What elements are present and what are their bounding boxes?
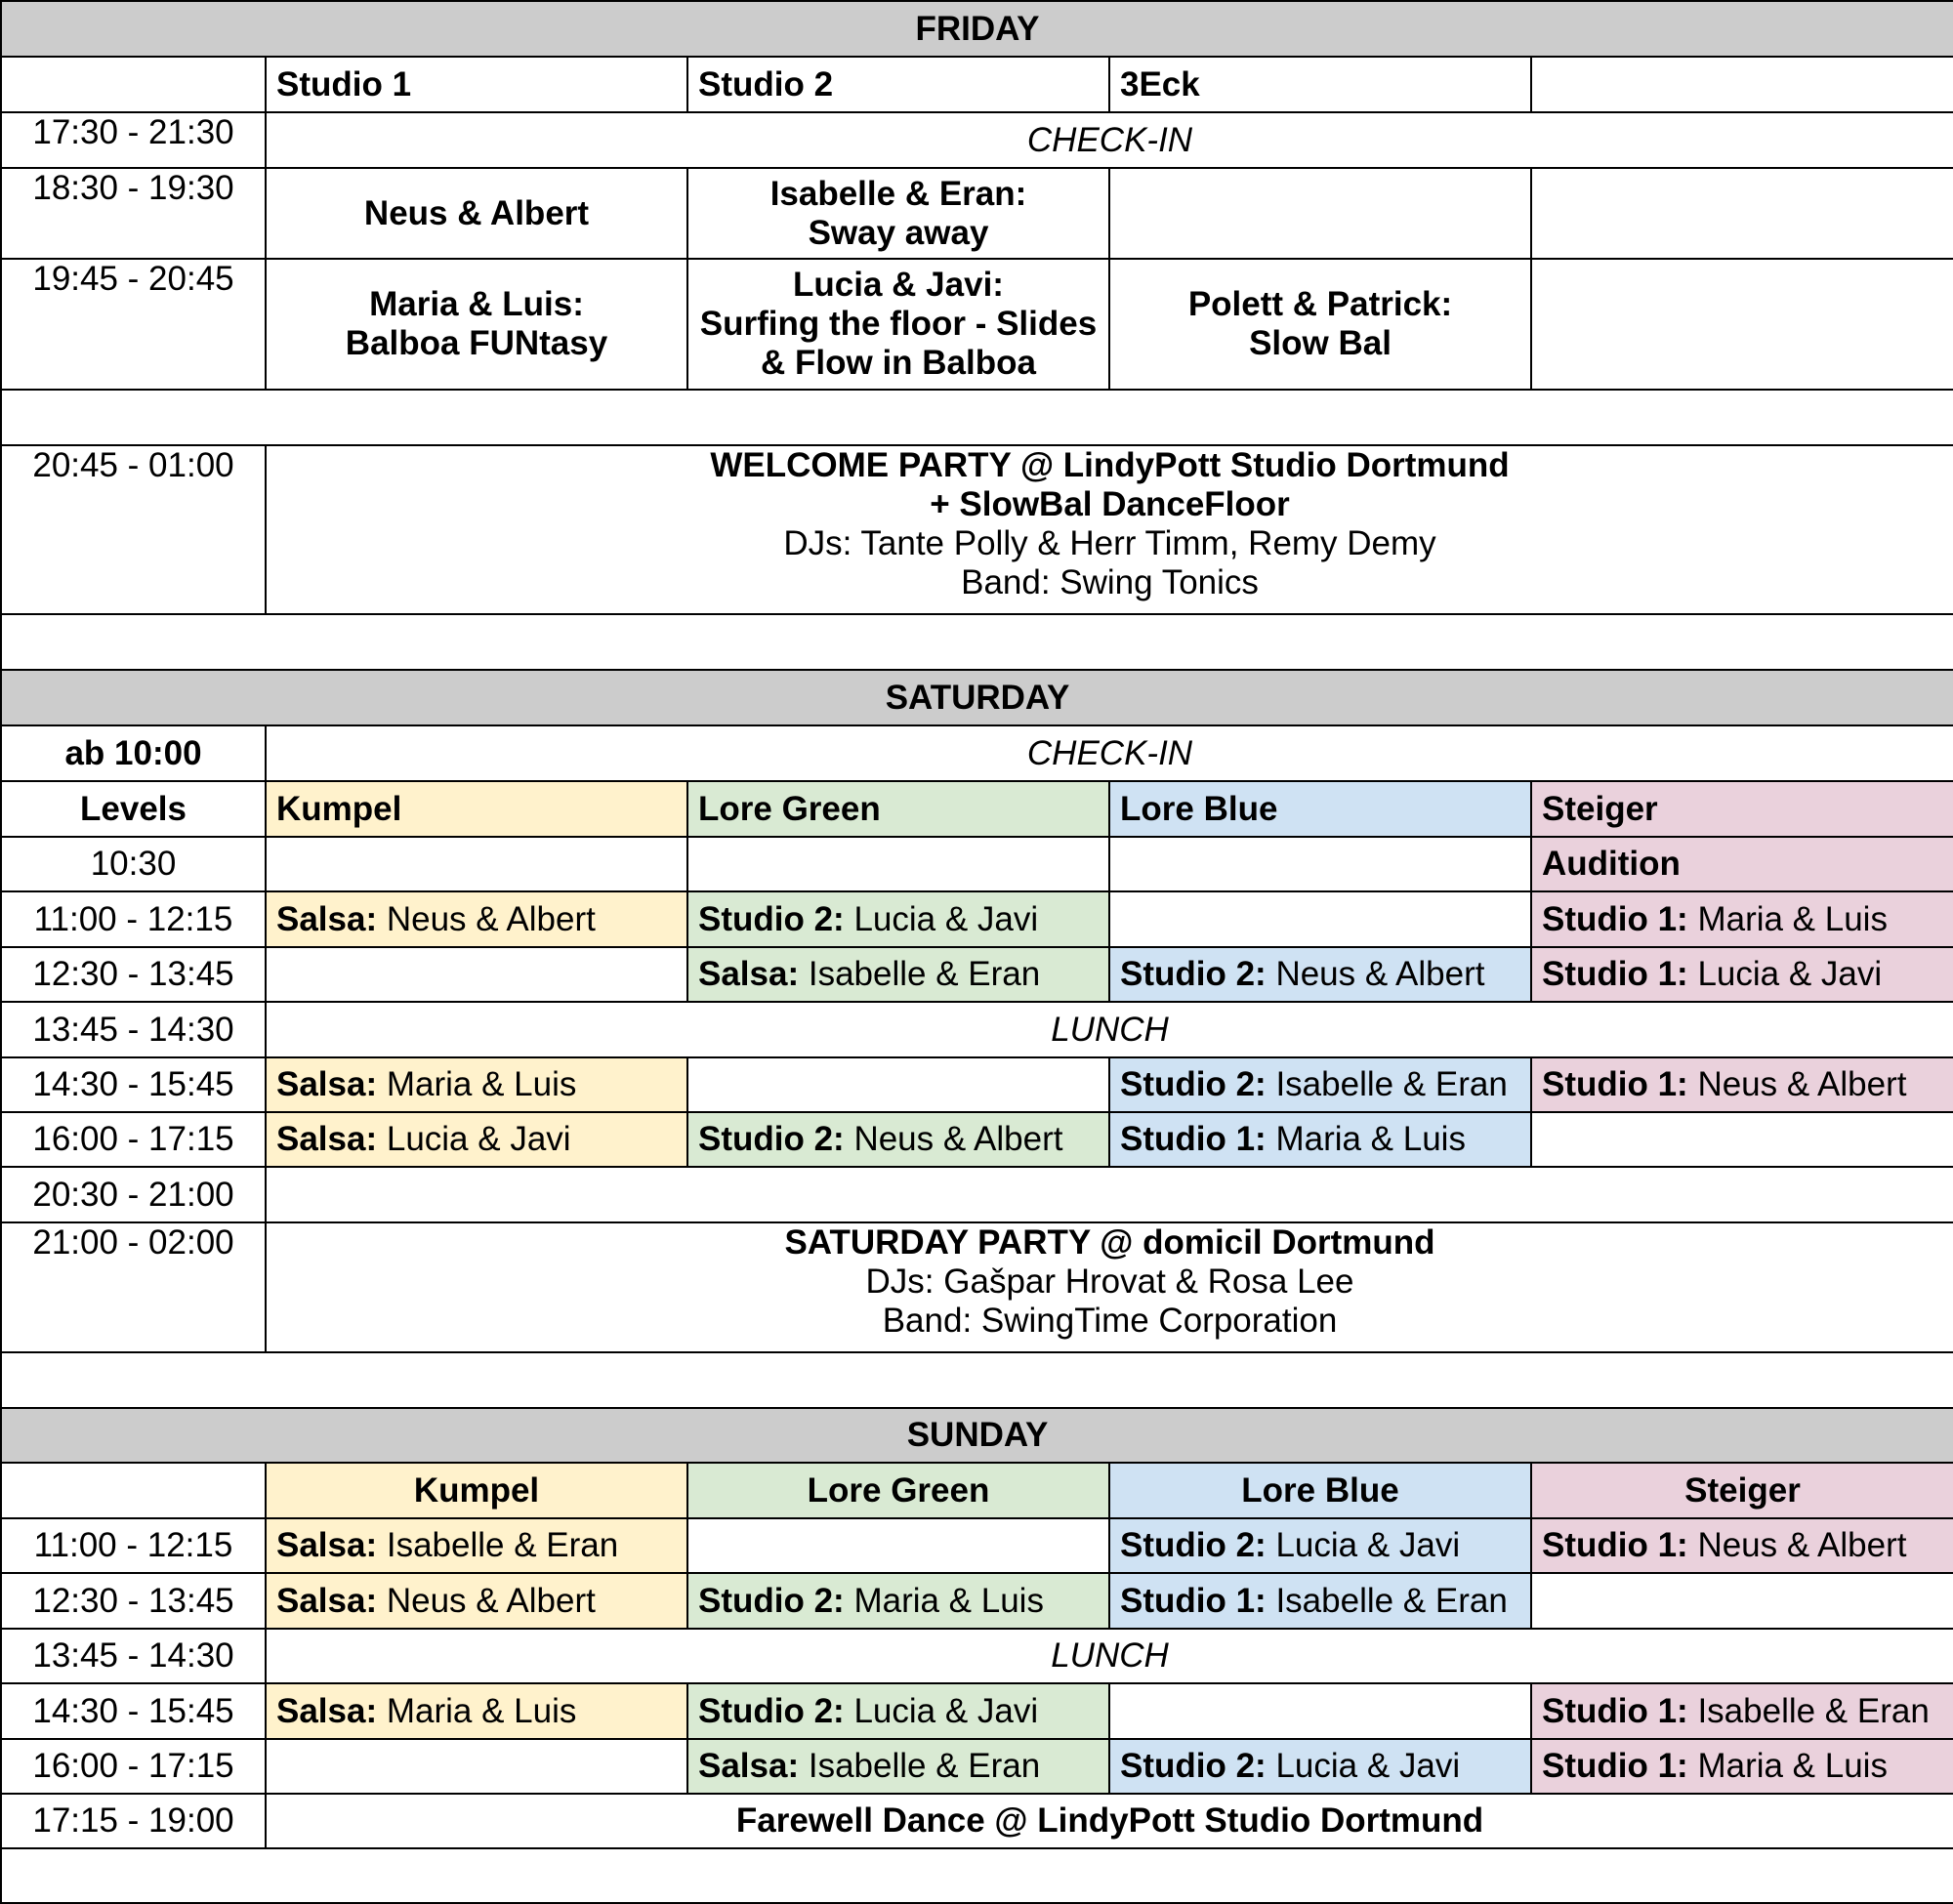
party-band: Band: SwingTime Corporation	[882, 1302, 1338, 1340]
class-room: Studio 1:	[1542, 1691, 1688, 1730]
saturday-header-row	[1, 670, 1953, 725]
saturday-checkin-row	[1, 725, 1953, 781]
class-cell	[1531, 1739, 1953, 1794]
class-room: Studio 2:	[698, 899, 845, 938]
class-teachers: Maria & Luis	[377, 1065, 577, 1103]
class-room: Studio 1:	[1542, 899, 1688, 938]
workshop-title: Surfing the floor - Slides	[699, 305, 1098, 343]
sunday-levels-row	[1, 1463, 1953, 1518]
level-header-lore-blue: Lore Blue	[1109, 781, 1531, 837]
class-room: Salsa:	[698, 1747, 800, 1785]
class-teachers: Neus & Albert	[377, 1581, 596, 1620]
empty-cell	[687, 1057, 1109, 1112]
class-room: Studio 1:	[1120, 1581, 1267, 1620]
spacer-row	[1, 1848, 1953, 1903]
class-room: Studio 1:	[1542, 955, 1688, 993]
party-title: SATURDAY PARTY @ domicil Dortmund	[784, 1223, 1435, 1262]
time-cell: 21:00 - 02:00	[1, 1222, 266, 1352]
level-header-lore-blue: Lore Blue	[1109, 1463, 1531, 1518]
class-teachers: Lucia & Javi	[844, 899, 1039, 938]
empty-cell	[687, 1518, 1109, 1573]
time-cell: 20:30 - 21:00	[1, 1167, 266, 1222]
class-teachers: Lucia & Javi	[844, 1691, 1039, 1730]
sunday-header-row	[1, 1408, 1953, 1463]
time-cell: 13:45 - 14:30	[1, 1002, 266, 1057]
lunch-row	[1, 1002, 1953, 1057]
day-title-saturday: SATURDAY	[1, 670, 1953, 725]
class-cell	[687, 1739, 1109, 1794]
spacer-row	[1, 1352, 1953, 1408]
class-teachers: Isabelle & Eran	[1266, 1065, 1508, 1103]
lunch-label: LUNCH	[266, 1629, 1953, 1683]
class-teachers: Isabelle & Eran	[1266, 1581, 1508, 1620]
class-teachers: Neus & Albert	[377, 899, 596, 938]
class-teachers: Isabelle & Eran	[1687, 1691, 1930, 1730]
class-cell	[1531, 1057, 1953, 1112]
class-cell	[266, 1573, 687, 1629]
level-header-kumpel: Kumpel	[266, 1463, 687, 1518]
class-cell	[1109, 1573, 1531, 1629]
friday-slot2-row	[1, 259, 1953, 390]
class-teachers: Maria & Luis	[1266, 1120, 1466, 1158]
workshop-title: Neus & Albert	[363, 193, 590, 232]
empty-cell	[266, 947, 687, 1002]
class-cell	[266, 1683, 687, 1739]
room-header-studio2: Studio 2	[687, 57, 1109, 112]
spacer-cell	[1, 1352, 1953, 1408]
workshop-teachers: Maria & Luis:	[369, 285, 584, 323]
class-row	[1, 1057, 1953, 1112]
workshop-cell	[687, 168, 1109, 259]
class-room: Studio 1:	[1542, 1526, 1688, 1564]
class-room: Studio 2:	[1120, 955, 1267, 993]
workshop-teachers: Polett & Patrick:	[1187, 285, 1453, 323]
party-cell	[266, 445, 1953, 614]
room-header-studio1: Studio 1	[266, 57, 687, 112]
day-title-friday: FRIDAY	[1, 1, 1953, 57]
farewell-label: Farewell Dance @ LindyPott Studio Dortmund	[266, 1794, 1953, 1848]
friday-rooms-row	[1, 57, 1953, 112]
empty-cell	[1109, 1683, 1531, 1739]
level-header-steiger: Steiger	[1531, 781, 1953, 837]
workshop-cell	[266, 168, 687, 259]
level-header-lore-green: Lore Green	[687, 781, 1109, 837]
class-cell	[687, 891, 1109, 947]
class-cell	[1531, 891, 1953, 947]
empty-cell	[1531, 1573, 1953, 1629]
class-cell	[1531, 1683, 1953, 1739]
class-teachers: Neus & Albert	[844, 1120, 1063, 1158]
class-teachers: Lucia & Javi	[1687, 955, 1883, 993]
class-teachers: Isabelle & Eran	[799, 955, 1041, 993]
level-header-lore-green: Lore Green	[687, 1463, 1109, 1518]
class-room: Salsa:	[276, 1691, 378, 1730]
time-cell: 17:30 - 21:30	[1, 112, 266, 168]
day-title-sunday: SUNDAY	[1, 1408, 1953, 1463]
party-subtitle: + SlowBal DanceFloor	[930, 485, 1290, 523]
class-teachers: Lucia & Javi	[1266, 1526, 1461, 1564]
time-cell: 11:00 - 12:15	[1, 1518, 266, 1573]
class-room: Studio 2:	[1120, 1065, 1267, 1103]
saturday-levels-row	[1, 781, 1953, 837]
class-cell	[1109, 1057, 1531, 1112]
class-room: Studio 1:	[1542, 1065, 1688, 1103]
class-room: Studio 2:	[1120, 1526, 1267, 1564]
class-row	[1, 1739, 1953, 1794]
workshop-teachers: Isabelle & Eran:	[769, 174, 1027, 213]
class-cell	[266, 891, 687, 947]
room-header-3eck: 3Eck	[1109, 57, 1531, 112]
class-cell	[687, 1573, 1109, 1629]
time-cell: 14:30 - 15:45	[1, 1683, 266, 1739]
empty-cell	[266, 1167, 1953, 1222]
class-teachers: Neus & Albert	[1687, 1065, 1907, 1103]
gap-row	[1, 1167, 1953, 1222]
class-row	[1, 1112, 1953, 1167]
audition-cell: Audition	[1531, 837, 1953, 891]
spacer-cell	[1, 390, 1953, 445]
spacer-cell	[1, 1848, 1953, 1903]
class-cell	[1531, 947, 1953, 1002]
class-teachers: Neus & Albert	[1266, 955, 1485, 993]
farewell-row	[1, 1794, 1953, 1848]
class-cell	[1109, 1739, 1531, 1794]
class-room: Salsa:	[698, 955, 800, 993]
time-cell: 10:30	[1, 837, 266, 891]
party-cell	[266, 1222, 1953, 1352]
workshop-title: Balboa FUNtasy	[345, 324, 608, 362]
lunch-row	[1, 1629, 1953, 1683]
time-cell: 17:15 - 19:00	[1, 1794, 266, 1848]
class-cell	[1109, 1518, 1531, 1573]
empty-cell	[1531, 57, 1953, 112]
time-cell: 11:00 - 12:15	[1, 891, 266, 947]
class-row	[1, 1573, 1953, 1629]
level-header-steiger: Steiger	[1531, 1463, 1953, 1518]
empty-cell	[1109, 168, 1531, 259]
time-cell: 13:45 - 14:30	[1, 1629, 266, 1683]
party-band: Band: Swing Tonics	[961, 563, 1259, 601]
class-teachers: Isabelle & Eran	[377, 1526, 619, 1564]
time-cell: 16:00 - 17:15	[1, 1739, 266, 1794]
empty-cell	[266, 837, 687, 891]
class-cell	[687, 1683, 1109, 1739]
workshop-cell	[1109, 259, 1531, 390]
class-room: Salsa:	[276, 1065, 378, 1103]
class-cell	[687, 1112, 1109, 1167]
class-cell	[266, 1057, 687, 1112]
class-cell	[1531, 1518, 1953, 1573]
saturday-party-row	[1, 1222, 1953, 1352]
spacer-cell	[1, 614, 1953, 670]
empty-cell	[266, 1739, 687, 1794]
class-room: Studio 2:	[698, 1120, 845, 1158]
time-cell: 20:45 - 01:00	[1, 445, 266, 614]
workshop-teachers: Lucia & Javi:	[793, 266, 1004, 304]
empty-cell	[1109, 837, 1531, 891]
class-room: Salsa:	[276, 1120, 378, 1158]
spacer-row	[1, 390, 1953, 445]
checkin-label: CHECK-IN	[266, 725, 1953, 781]
empty-cell	[687, 837, 1109, 891]
class-teachers: Lucia & Javi	[1266, 1747, 1461, 1785]
time-cell: ab 10:00	[1, 725, 266, 781]
class-cell	[1109, 947, 1531, 1002]
class-teachers: Lucia & Javi	[377, 1120, 571, 1158]
empty-cell	[1, 1463, 266, 1518]
empty-cell	[1, 57, 266, 112]
class-cell	[266, 1518, 687, 1573]
levels-label: Levels	[1, 781, 266, 837]
class-row	[1, 1518, 1953, 1573]
time-cell: 14:30 - 15:45	[1, 1057, 266, 1112]
class-room: Studio 2:	[698, 1691, 845, 1730]
workshop-cell	[687, 259, 1109, 390]
time-cell: 12:30 - 13:45	[1, 947, 266, 1002]
friday-header-row	[1, 1, 1953, 57]
level-header-kumpel: Kumpel	[266, 781, 687, 837]
class-teachers: Maria & Luis	[844, 1581, 1044, 1620]
class-cell	[687, 947, 1109, 1002]
class-room: Salsa:	[276, 1526, 378, 1564]
class-row	[1, 1683, 1953, 1739]
friday-party-row	[1, 445, 1953, 614]
class-teachers: Isabelle & Eran	[799, 1747, 1041, 1785]
time-cell: 18:30 - 19:30	[1, 168, 266, 259]
party-djs: DJs: Gašpar Hrovat & Rosa Lee	[865, 1262, 1354, 1301]
class-cell	[266, 1112, 687, 1167]
class-room: Salsa:	[276, 1581, 378, 1620]
class-room: Studio 1:	[1542, 1747, 1688, 1785]
time-cell: 12:30 - 13:45	[1, 1573, 266, 1629]
class-room: Studio 1:	[1120, 1120, 1267, 1158]
class-teachers: Maria & Luis	[1687, 1747, 1888, 1785]
empty-cell	[1531, 259, 1953, 390]
checkin-label: CHECK-IN	[266, 112, 1953, 168]
class-room: Studio 2:	[698, 1581, 845, 1620]
spacer-row	[1, 614, 1953, 670]
time-cell: 19:45 - 20:45	[1, 259, 266, 390]
time-cell: 16:00 - 17:15	[1, 1112, 266, 1167]
party-title: WELCOME PARTY @ LindyPott Studio Dortmund	[710, 446, 1510, 484]
class-row	[1, 891, 1953, 947]
friday-checkin-row	[1, 112, 1953, 168]
lunch-label: LUNCH	[266, 1002, 1953, 1057]
workshop-title: Sway away	[808, 213, 989, 252]
class-cell	[1109, 1112, 1531, 1167]
class-teachers: Maria & Luis	[377, 1691, 577, 1730]
empty-cell	[1531, 1112, 1953, 1167]
workshop-cell	[266, 259, 687, 390]
class-room: Salsa:	[276, 899, 378, 938]
class-room: Studio 2:	[1120, 1747, 1267, 1785]
saturday-audition-row	[1, 837, 1953, 891]
friday-slot1-row	[1, 168, 1953, 259]
class-teachers: Maria & Luis	[1687, 899, 1888, 938]
class-row	[1, 947, 1953, 1002]
class-teachers: Neus & Albert	[1687, 1526, 1907, 1564]
empty-cell	[1109, 891, 1531, 947]
workshop-title: & Flow in Balboa	[761, 344, 1036, 382]
empty-cell	[1531, 168, 1953, 259]
workshop-title: Slow Bal	[1249, 324, 1392, 362]
party-djs: DJs: Tante Polly & Herr Timm, Remy Demy	[783, 524, 1436, 562]
